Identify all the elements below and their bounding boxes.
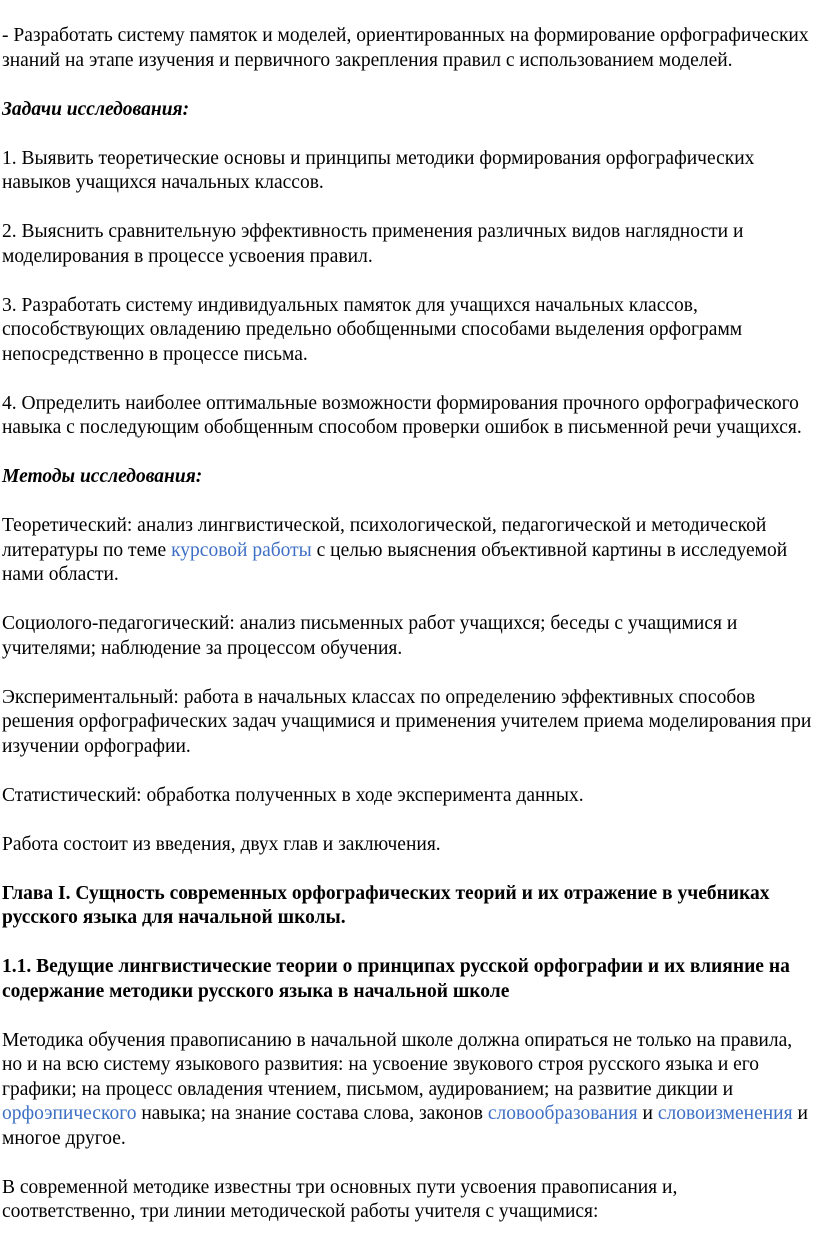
- method-sociological: Социолого-педагогический: анализ письменных работ учащихся; беседы с учащимися и учителями; наблюдение за процессом обучения.: [2, 613, 738, 659]
- body-paragraph-2: В современной методике известны три основных пути усвоения правописания и, соответственно, три линии методической работы учителя с учащимися:: [2, 1176, 678, 1222]
- body-text-3: и: [637, 1103, 658, 1124]
- intro-paragraph: - Разработать систему памяток и моделей, ориентированных на формирование орфографических знаний на этапе изучения и первичного закрепления правил с использованием моделей.: [2, 25, 809, 71]
- body-text-4: и многое другое.: [2, 1103, 808, 1149]
- document-body: [2, 24, 814, 1249]
- chapter-heading: Глава I. Сущность современных орфографических теорий и их отражение в учебниках русского языка для начальной школы.: [2, 882, 770, 928]
- inflection-link[interactable]: словоизменения: [657, 1103, 793, 1124]
- task-item-3: 3. Разработать систему индивидуальных памяток для учащихся начальных классов, способствующих овладению предельно обобщенными способами выделения орфограмм непосредственно в процессе письма.: [2, 294, 743, 365]
- task-item-1: 1. Выявить теоретические основы и принципы методики формирования орфографических навыков учащихся начальных классов.: [2, 147, 755, 193]
- method-theoretical-text-1: Теоретический: анализ лингвистической, психологической, педагогической и методической литературы по теме: [2, 515, 767, 561]
- body-paragraph-1: [2, 1029, 814, 1152]
- method-theoretical-text-2: с целью выяснения объективной картины в исследуемой нами области.: [2, 539, 788, 585]
- method-statistical: Статистический: обработка полученных в ходе эксперимента данных.: [2, 784, 584, 806]
- body-text-2: навыка; на знание состава слова, законов: [136, 1103, 488, 1124]
- method-experimental: Экспериментальный: работа в начальных классах по определению эффективных способов решения орфографических задач учащимися и применения учителем приема моделирования при изучении орфографии.: [2, 686, 812, 757]
- word-formation-link[interactable]: словообразования: [487, 1103, 638, 1124]
- task-item-4: 4. Определить наиболее оптимальные возможности формирования прочного орфографического навыка с последующим обобщенным способом проверки ошибок в письменной речи учащихся.: [2, 392, 802, 438]
- method-theoretical: [2, 514, 814, 588]
- tasks-heading: Задачи исследования:: [2, 98, 190, 120]
- section-heading: 1.1. Ведущие лингвистические теории о принципах русской орфографии и их влияние на содержание методики русского языка в начальной школе: [2, 956, 790, 1002]
- coursework-link[interactable]: курсовой работы: [171, 539, 312, 561]
- methods-heading: Методы исследования:: [2, 466, 203, 487]
- orthoepic-link[interactable]: орфоэпического: [2, 1103, 137, 1124]
- body-text-1: Методика обучения правописанию в начальной школе должна опираться не только на правила, но и на всю систему языкового развития: на усвоение звукового строя русского языка и его графики; на процесс овладения чтением, письмом, аудированием; на развитие дикции и: [2, 1029, 793, 1100]
- structure-paragraph: Работа состоит из введения, двух глав и заключения.: [2, 833, 441, 855]
- task-item-2: 2. Выяснить сравнительную эффективность применения различных видов наглядности и моделирования в процессе усвоения правил.: [2, 221, 744, 267]
